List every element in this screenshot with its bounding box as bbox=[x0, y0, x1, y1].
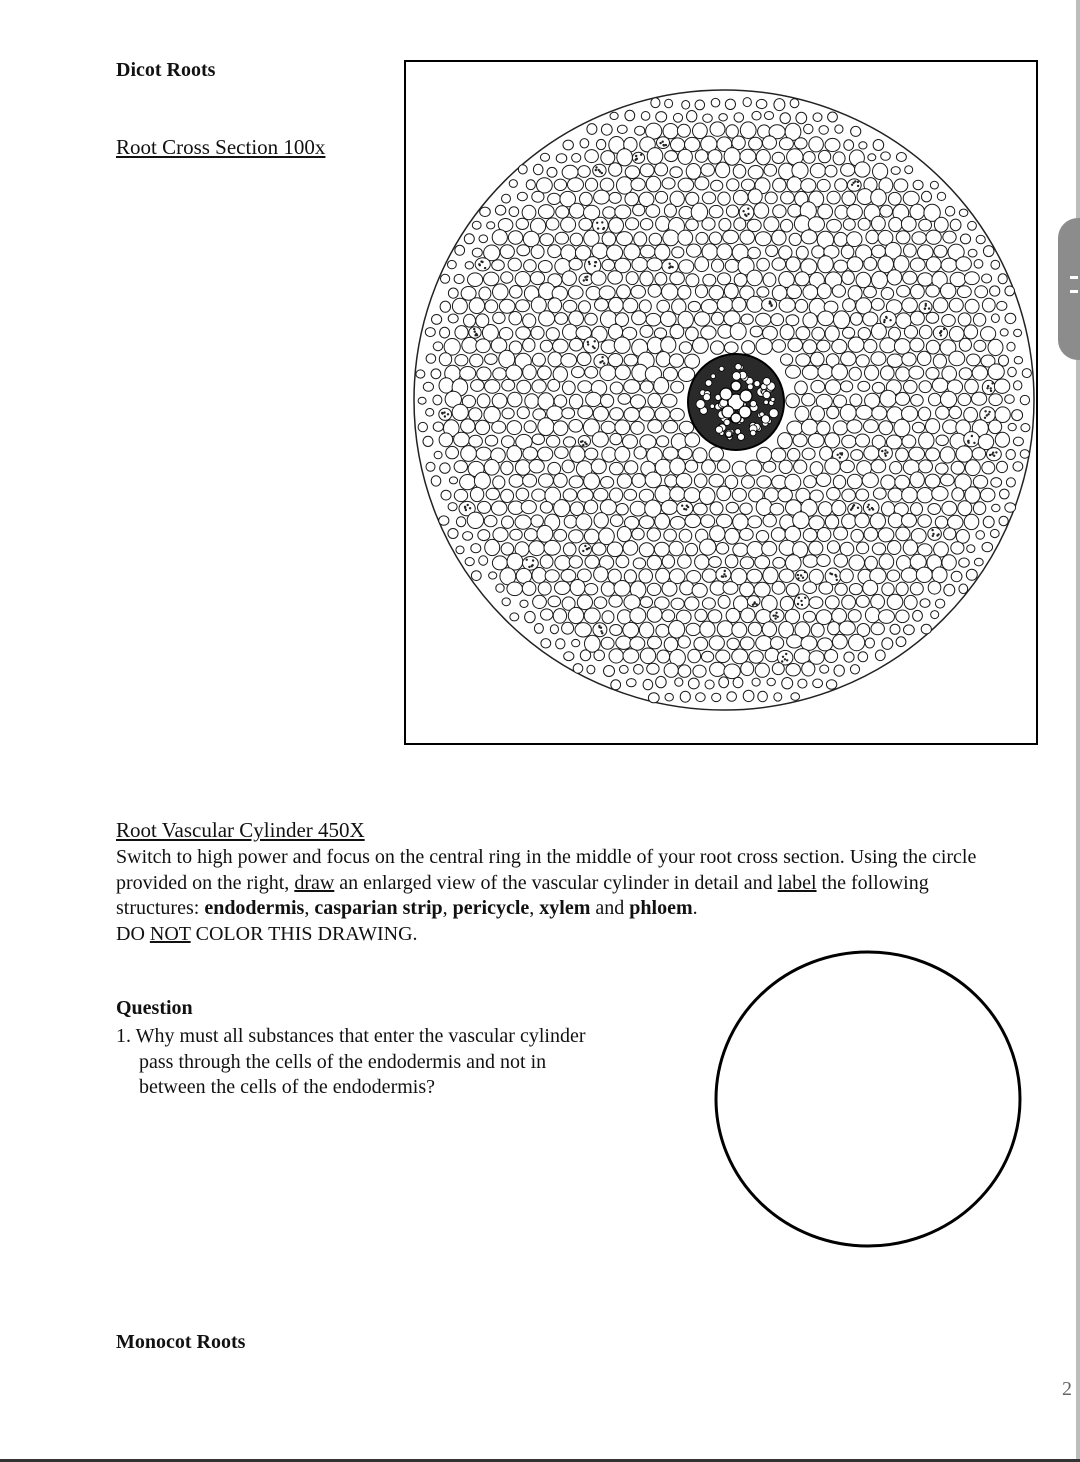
question-number: 1. bbox=[116, 1025, 131, 1047]
instructions-paragraph bbox=[116, 845, 1076, 947]
question-heading: Question bbox=[116, 997, 193, 1019]
vascular-cylinder-title: Root Vascular Cylinder 450X bbox=[116, 818, 365, 842]
question-1: 1. Why must all substances that enter the vascular cylinder pass through the cells of the endodermis and not in between the cells of the endodermis? bbox=[116, 1025, 586, 1098]
term-xylem: xylem bbox=[539, 897, 591, 919]
monocot-roots-heading: Monocot Roots bbox=[116, 1331, 246, 1353]
term-phloem: phloem bbox=[629, 897, 693, 919]
instructions-line-1: Switch to high power and focus on the central ring in the middle of your root cross section. Using the circle bbox=[116, 846, 977, 868]
term-casparian-strip: casparian strip bbox=[314, 897, 443, 919]
no-color-note: DO NOT COLOR THIS DRAWING. bbox=[116, 922, 418, 945]
drawing-circle[interactable] bbox=[712, 948, 1024, 1250]
page-number: 2 bbox=[1062, 1378, 1072, 1400]
term-endodermis: endodermis bbox=[204, 897, 305, 919]
term-pericycle: pericycle bbox=[452, 897, 530, 919]
root-cross-section-title: Root Cross Section 100x bbox=[116, 135, 326, 159]
instructions-line-3: structures: endodermis, casparian strip, pericycle, xylem and phloem. bbox=[116, 897, 698, 919]
instructions-line-2: provided on the right, draw an enlarged view of the vascular cylinder in detail and label the following bbox=[116, 871, 929, 894]
side-scroll-tab[interactable] bbox=[1058, 218, 1080, 360]
root-cross-section-illustration bbox=[406, 62, 1036, 743]
label-word: label bbox=[777, 871, 817, 894]
draw-word: draw bbox=[294, 871, 335, 894]
dicot-roots-heading: Dicot Roots bbox=[116, 59, 216, 81]
root-cross-section-figure bbox=[404, 60, 1038, 745]
